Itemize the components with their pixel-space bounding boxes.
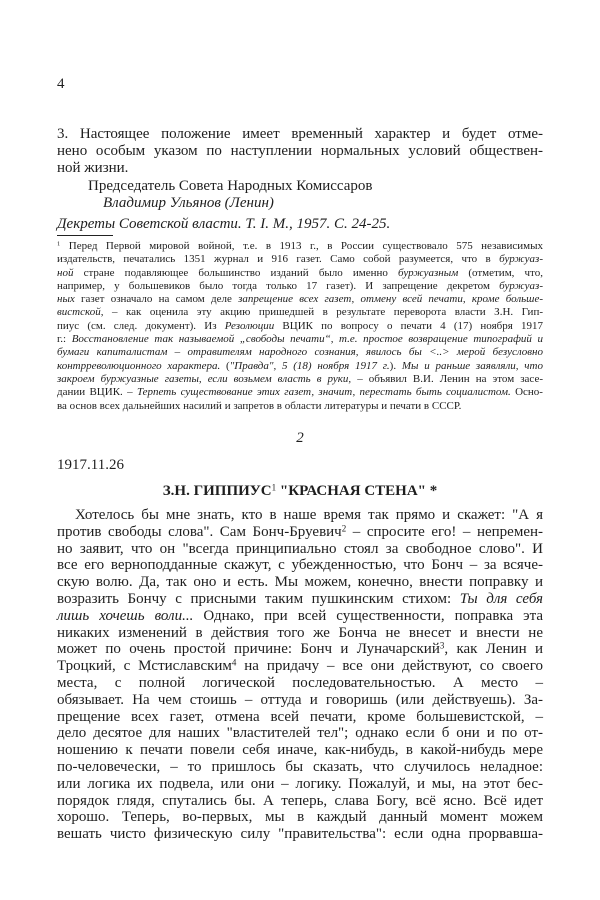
footnote-line [57, 386, 543, 399]
text-segment: ной жизни. [57, 160, 129, 176]
text-segment: Перед Первой мировой войной, т.е. в 1913 г., в России существовало 575 независимых [60, 240, 543, 252]
text-segment: , как Ленин и [444, 641, 543, 658]
footnote-line [57, 280, 543, 293]
text-segment: Однако, при всей существенности, поправка эта [193, 607, 543, 624]
body-line [57, 574, 543, 591]
footnote-line [57, 373, 543, 386]
footnote-ref[interactable]: 1 [57, 240, 61, 248]
body-line [57, 793, 543, 810]
signature-name: Владимир Ульянов (Ленин) [103, 195, 274, 211]
decree-item-3 [57, 126, 543, 177]
text-segment: против свободы слова". Сам Бонч-Бруевич [57, 523, 342, 540]
footnote-line [57, 346, 543, 359]
text-segment: скую волю. Да, так оно и есть. Мы можем, конечно, внести поправку и [57, 574, 543, 591]
text-segment: лишь хочешь воли... [57, 607, 194, 624]
text-segment: никаких изменений в действия того же Бонча не внесет и внести не [57, 624, 543, 641]
page-number: 4 [57, 76, 65, 92]
body-line [57, 507, 543, 524]
text-segment: ных [57, 293, 75, 306]
text-segment: закроем буржуазные газеты, если возьмем власть в руки, [57, 372, 352, 385]
text-segment: прещение всех газет, отмена всей печати, кроме большевистской, – [57, 708, 543, 725]
text-segment: все его верноподданные скажут, с убежденностью, что Бонч – за всяче- [57, 557, 543, 574]
text-segment: ва основ всех дальнейших насилий и запретов в области литературы и печати в СССР. [57, 399, 462, 412]
title-footnote-ref[interactable]: 1 [271, 482, 277, 493]
footnote [57, 240, 543, 413]
body-line [57, 826, 543, 843]
text-segment: вистской, [57, 306, 104, 319]
item3-line [57, 160, 543, 177]
text-segment: буржуаз- [499, 253, 543, 266]
text-segment: издательств, печатались 1351 журнал и 916 газет. Само собой разумеется, что в [57, 253, 500, 266]
body-line [57, 641, 543, 658]
text-segment: – объявил В.И. Ленин на этом засе- [351, 372, 543, 385]
body-line [57, 709, 543, 726]
document-date: 1917.11.26 [57, 457, 124, 473]
footnote-line [57, 360, 543, 373]
text-segment: но заявит, что он "всегда принципиально стоял за свободное слово". И [57, 540, 543, 557]
body-line [57, 692, 543, 709]
footnote-ref[interactable]: 3 [439, 640, 445, 651]
text-segment: г.: [57, 333, 72, 346]
item3-line [57, 126, 543, 143]
text-segment: (отметим, что, [458, 266, 543, 279]
footnote-line [57, 240, 543, 253]
text-segment: ( [220, 359, 230, 372]
text-segment: Хотелось бы мне знать, кто в наше время так прямо и скажет: "А я [75, 507, 543, 523]
text-segment: или логика их подвела, или они – логику. Пожалуй, и мы, на этот бес- [57, 775, 543, 792]
title-text: "КРАСНАЯ СТЕНА" * [276, 483, 438, 499]
text-segment: может по очень простой причине: Бонч и Луначарский [57, 641, 440, 658]
text-segment: Восстановление так называемой „свободы печати“, т.е. простое возвращение типографий и [71, 333, 543, 346]
footnote-line [57, 293, 543, 306]
footnote-divider [57, 235, 113, 236]
text-segment: ). [389, 359, 402, 372]
text-segment: ной [57, 266, 74, 279]
body-line [57, 742, 543, 759]
document-title [0, 483, 600, 500]
text-segment: – как оценила эту акцию пришедшей в результате переворота власти З.Н. Гип- [103, 306, 543, 319]
text-segment: ношению к печати повели себя иначе, как-нибудь, в какой-нибудь мере [57, 742, 543, 759]
signature-position: Председатель Совета Народных Комиссаров [88, 178, 373, 194]
body-line [57, 541, 543, 558]
body-line [57, 776, 543, 793]
text-segment: хорошо. Теперь, во-первых, мы в каждый данный момент можем [57, 809, 543, 826]
text-segment: обязывает. На чем стоишь – оттуда и говоришь (или действуешь). За- [57, 691, 543, 708]
item3-line [57, 143, 543, 160]
body-line [57, 658, 543, 675]
text-segment: стране подавляющее большинство изданий было именно [73, 266, 399, 279]
document-number: 2 [296, 430, 304, 446]
text-segment: "Правда", 5 (18) ноября 1917 г. [229, 359, 390, 372]
text-segment: контрреволюционного характера. [57, 359, 221, 372]
text-segment: порядок глядя, спутались бы. А теперь, слава Богу, всё ясно. Всё идет [57, 792, 543, 809]
text-segment: по-человечески, – то пришлось бы сказать, что случилось неладное: [57, 758, 543, 775]
footnote-line [57, 400, 543, 413]
footnote-ref[interactable]: 4 [231, 657, 237, 668]
text-segment: Мы и раньше заявляли, что [401, 359, 544, 372]
text-segment: – спросите его! – непремен- [346, 523, 543, 540]
text-segment: Осно- [510, 386, 543, 399]
footnote-line [57, 267, 543, 280]
text-segment: буржуаз- [499, 279, 543, 292]
text-segment: Резолюции [224, 319, 275, 332]
body-line [57, 524, 543, 541]
text-segment: Ты для себя [459, 590, 543, 607]
body-line [57, 725, 543, 742]
text-segment: на придачу – все они действуют, со своего [236, 658, 543, 675]
text-segment: например, у большевиков было тогда только 17 газет). И запрещение декретом [57, 279, 500, 292]
text-segment: запрещение всех газет, отмену всей печати, кроме больше- [238, 293, 543, 306]
text-segment: Троцкий, с Мстиславским [57, 658, 232, 675]
text-segment: вешать чисто физическую силу "правительства": если одна прорвавша- [57, 826, 543, 843]
footnote-line [57, 306, 543, 319]
body-line [57, 608, 543, 625]
source-citation: Декреты Советской власти. Т. I. М., 1957. С. 24-25. [57, 216, 391, 232]
text-segment: пиус (см. след. документ). Из [57, 319, 225, 332]
text-segment: возразить Бончу с присными таким пушкинским стихом: [57, 590, 460, 607]
text-segment: дании ВЦИК. – [57, 386, 137, 399]
text-segment: нено особым указом по наступлении нормальных условий обществен- [57, 143, 543, 159]
body-line [57, 557, 543, 574]
text-segment: бумаги капиталистам – отравителям народного сознания, явилось бы <..> мерой безусловно [57, 346, 543, 359]
footnote-line [57, 320, 543, 333]
body-line [57, 759, 543, 776]
footnote-ref[interactable]: 2 [341, 523, 347, 534]
text-segment: Терпеть существование этих газет, значит, перестать быть социалистом. [136, 386, 511, 399]
body-line [57, 675, 543, 692]
text-segment: ВЦИК по вопросу о печати 4 (17) ноября 1917 [274, 319, 543, 332]
footnote-line [57, 333, 543, 346]
text-segment: дело десятое для наших "властителей тел"; однако если б они и по от- [57, 725, 543, 742]
body-line [57, 625, 543, 642]
text-segment: газет означало на самом деле [74, 293, 239, 306]
text-segment: 3. Настоящее положение имеет временный характер и будет отме- [57, 126, 543, 142]
footnote-line [57, 253, 543, 266]
body-line [57, 591, 543, 608]
text-segment: буржуазным [398, 266, 459, 279]
body-line [57, 809, 543, 826]
title-author: З.Н. ГИППИУС [162, 483, 272, 499]
article-body [57, 507, 543, 843]
text-segment: места, с полной логической последовательностью. А место – [57, 674, 543, 691]
